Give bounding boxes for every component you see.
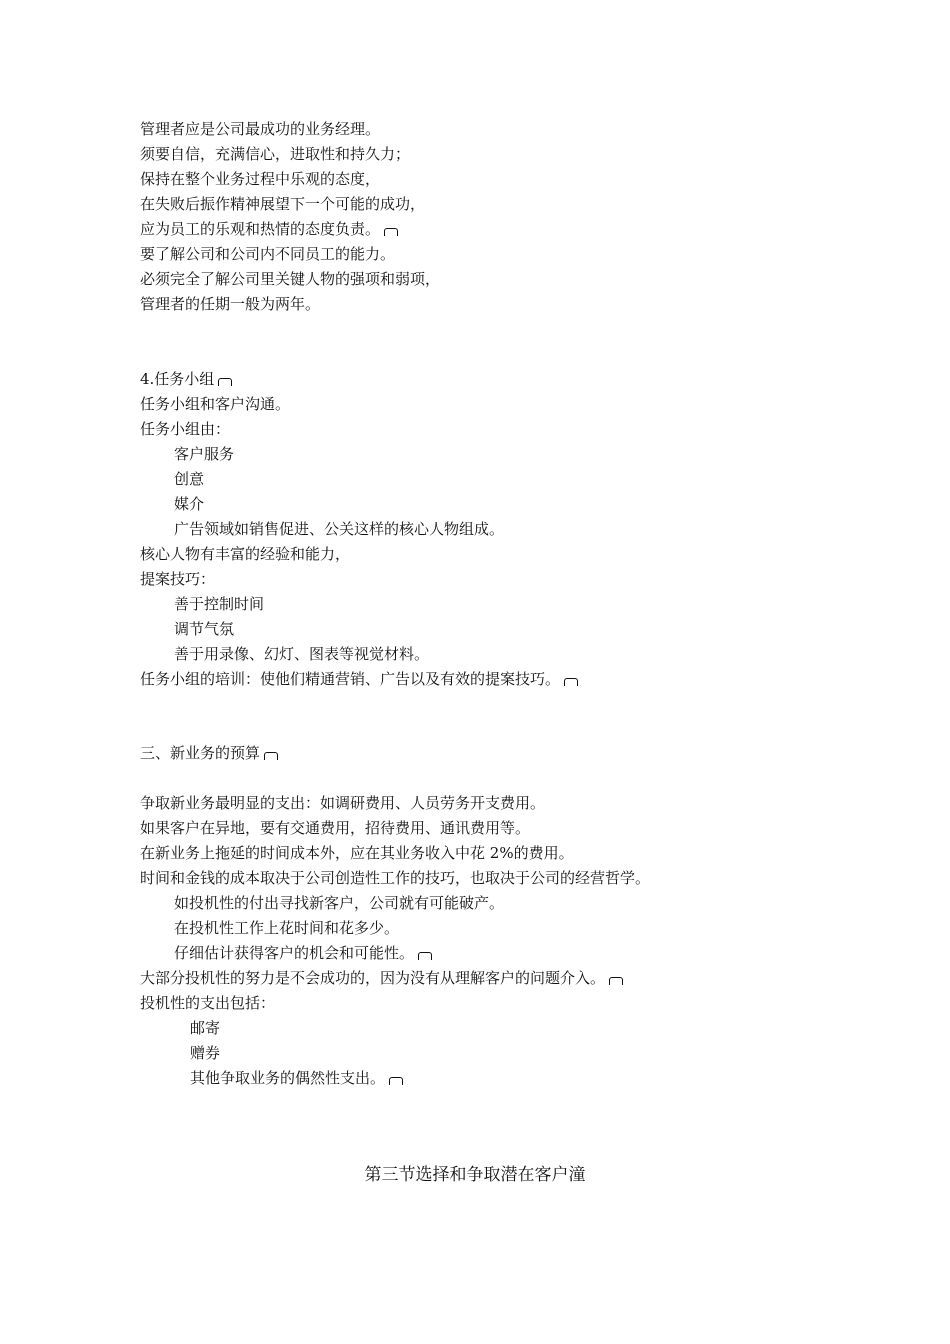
text-line: 提案技巧： [140,570,216,588]
text-line: 须要自信，充满信心，进取性和持久力； [140,145,411,163]
paragraph-mark-icon [218,378,232,386]
text-line: 核心人物有丰富的经验和能力， [140,545,351,563]
text-line: 时间和金钱的成本取决于公司创造性工作的技巧，也取决于公司的经营哲学。 [140,869,651,887]
list-item: 广告领域如销售促进、公关这样的核心人物组成。 [174,520,505,538]
text-line: 管理者应是公司最成功的业务经理。 [140,120,381,138]
list-item: 在投机性工作上花时间和花多少。 [174,919,400,937]
text-line: 必须完全了解公司里关键人物的强项和弱项， [140,270,441,288]
list-item: 邮寄 [190,1019,221,1037]
list-item: 媒介 [174,495,205,513]
text-line: 在失败后振作精神展望下一个可能的成功， [140,195,426,213]
text-line: 在新业务上拖延的时间成本外，应在其业务收入中花 2%的费用。 [140,844,574,862]
list-item: 善于用录像、幻灯、图表等视觉材料。 [174,645,430,663]
paragraph-mark-icon [609,977,623,985]
text-line: 争取新业务最明显的支出：如调研费用、人员劳务开支费用。 [140,794,546,812]
chapter-heading: 第三节选择和争取潜在客户潼 [364,1165,586,1185]
section-title-text: 三、新业务的预算 [140,744,261,762]
list-item: 赠券 [190,1044,221,1062]
text-line: 任务小组由： [140,420,231,438]
paragraph-mark-icon [389,1077,403,1085]
text-line-content: 大部分投机性的努力是不会成功的，因为没有从理解客户的问题介入。 [140,969,606,987]
paragraph-mark-icon [384,228,398,236]
text-line-content: 任务小组的培训：使他们精通营销、广告以及有效的提案技巧。 [140,670,561,688]
text-line: 投机性的支出包括： [140,994,276,1012]
text-line-with-mark [140,219,398,239]
list-item: 客户服务 [174,445,235,463]
text-line: 如果客户在异地，要有交通费用，招待费用、通讯费用等。 [140,819,531,837]
text-line: 任务小组和客户沟通。 [140,395,291,413]
list-item: 调节气氛 [174,620,235,638]
text-line-with-mark [140,968,623,988]
list-item: 善于控制时间 [174,595,265,613]
paragraph-mark-icon [418,952,432,960]
text-line: 保持在整个业务过程中乐观的态度， [140,170,381,188]
paragraph-mark-icon [264,752,278,760]
list-item-with-mark [190,1068,403,1088]
text-line-with-mark [140,669,578,689]
text-line-content: 仔细估计获得客户的机会和可能性。 [174,944,415,962]
text-line-content: 应为员工的乐观和热情的态度负责。 [140,220,381,238]
list-item-with-mark [174,943,432,963]
section-title-budget [140,743,278,763]
section-title-task-group [140,369,232,389]
text-line: 要了解公司和公司内不同员工的能力。 [140,245,396,263]
section-title-text: 4.任务小组 [140,370,215,388]
paragraph-mark-icon [564,678,578,686]
text-line: 管理者的任期一般为两年。 [140,295,321,313]
text-line-content: 其他争取业务的偶然性支出。 [190,1069,386,1087]
list-item: 如投机性的付出寻找新客户，公司就有可能破产。 [174,894,505,912]
list-item: 创意 [174,470,205,488]
